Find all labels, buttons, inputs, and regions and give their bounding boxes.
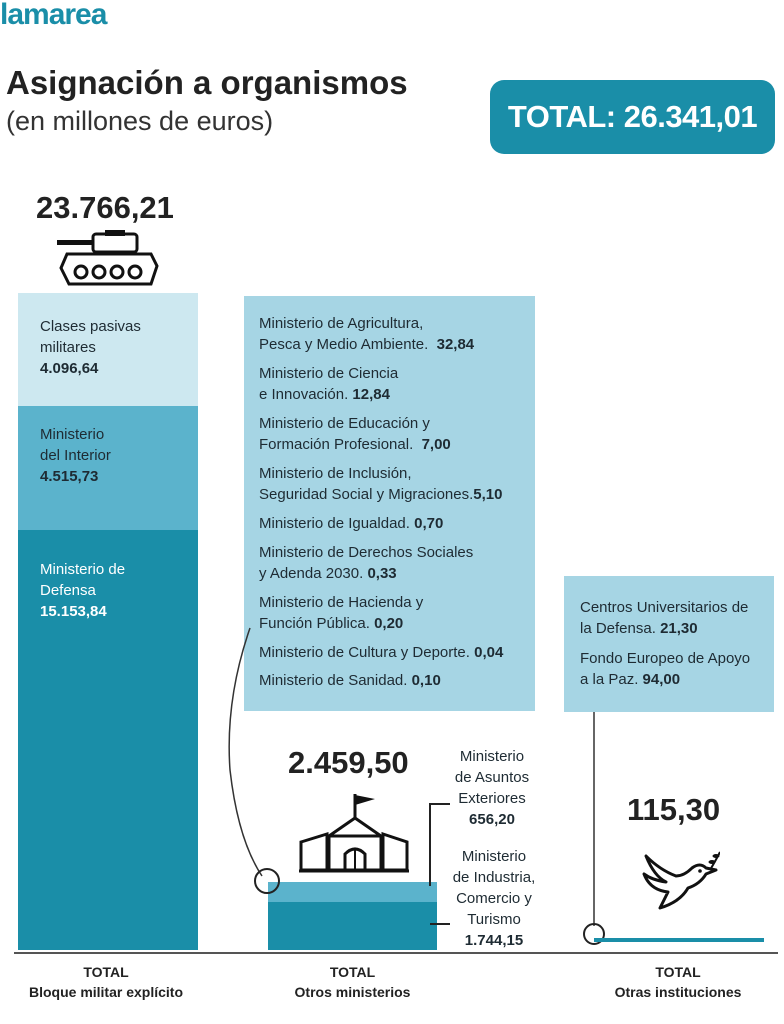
- segment-label-interior: Ministerio del Interior 4.515,73: [40, 426, 111, 485]
- list-item: Ministerio de Derechos Sociales y Adenda 2030. 0,33: [259, 544, 474, 582]
- list-item: Fondo Europeo de Apoyo a la Paz. 94,00: [580, 650, 751, 688]
- bar-otras-instituciones: [594, 938, 764, 942]
- list-item: Ministerio de Agricultura, Pesca y Medio Ambiente. 32,84: [259, 315, 475, 353]
- list-item: Ministerio de Cultura y Deporte. 0,04: [259, 644, 504, 661]
- segment-label-industria: Ministerio de Industria, Comercio y Turismo 1.744,15: [452, 848, 536, 949]
- page-title: Asignación a organismos: [6, 64, 408, 101]
- segment-label-clases-pasivas: Clases pasivas militares 4.096,64: [40, 318, 141, 377]
- list-item: Ministerio de Inclusión, Seguridad Social y Migraciones.5,10: [259, 465, 503, 503]
- segment-label-defensa: Ministerio de Defensa 15.153,84: [40, 561, 126, 620]
- list-item: Ministerio de Ciencia e Innovación. 12,84: [259, 365, 399, 403]
- x-label-ministerios: TOTAL Otros ministerios: [294, 964, 411, 1000]
- dove-icon: [636, 846, 720, 912]
- segment-label-exteriores: Ministerio de Asuntos Exteriores 656,20: [454, 748, 530, 828]
- x-label-militar: TOTAL Bloque militar explícito: [28, 964, 184, 1000]
- page-subtitle: (en millones de euros): [6, 106, 274, 136]
- institutions-total: 115,30: [627, 792, 721, 827]
- list-item: Ministerio de Igualdad. 0,70: [259, 515, 444, 532]
- ministries-total: 2.459,50: [288, 745, 409, 780]
- list-item: Centros Universitarios de la Defensa. 21,30: [580, 599, 749, 637]
- list-item: Ministerio de Educación y Formación Profesional. 7,00: [259, 415, 451, 453]
- list-item: Ministerio de Sanidad. 0,10: [259, 672, 441, 689]
- x-axis: [14, 952, 778, 954]
- grand-total-badge: TOTAL: 26.341,01: [490, 80, 775, 154]
- military-total: 23.766,21: [36, 190, 174, 225]
- list-item: Ministerio de Hacienda y Función Pública. 0,20: [259, 594, 424, 632]
- x-label-instituciones: TOTAL Otras instituciones: [614, 964, 742, 1000]
- brand-logo[interactable]: lamarea: [0, 0, 107, 31]
